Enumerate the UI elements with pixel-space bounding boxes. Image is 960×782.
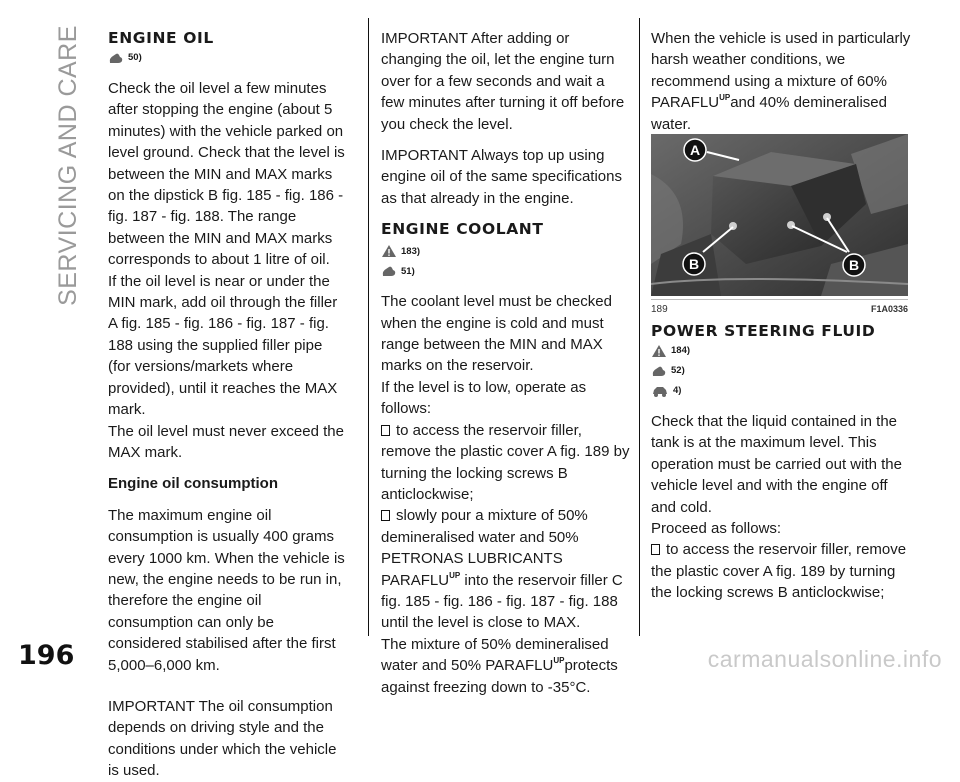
warning-ref: 184): [651, 341, 911, 361]
column-divider-left: [368, 18, 369, 636]
warning-ref: 51): [381, 261, 631, 281]
harsh-weather-text: When the vehicle is used in particularly harsh weather conditions, we recommend using a mixture of 60% $PARAFLU^{UP}and$ 40% demineralised water.: [651, 30, 911, 133]
warning-ref: 50): [108, 48, 348, 68]
callout-b: B: [688, 256, 700, 272]
heading-engine-coolant: ENGINE COOLANT: [381, 220, 544, 239]
list-item: to access the reservoir filler, remove the plastic cover A fig. 189 by turning the locking screws B anticlockwise;: [381, 421, 630, 503]
car-warning-icon: [651, 384, 669, 398]
bullet-box-icon: [651, 544, 660, 555]
column-power-steering: [651, 28, 911, 135]
important-topup-same-oil-text: IMPORTANT Always top up using engine oil of the same specifications as that already in the engine.: [381, 147, 622, 207]
bullet-box-icon: [381, 510, 390, 521]
watermark: carmanualsonline.info: [707, 646, 942, 672]
important-after-oil-change-text: IMPORTANT After adding or changing the oil, let the engine turn over for a few seconds and wait a few minutes after turning it off before you check the level.: [381, 30, 625, 133]
figure-189-engine-cover: [651, 134, 908, 296]
engine-oil-topup-text: If the oil level is near or under the MIN mark, add oil through the filler A fig. 185 - fig. 186 - fig. 187 - fig. 188 using the supplied filler pipe (for versions/markets where provided), until it reaches the MAX mark.: [108, 272, 338, 419]
callout-b: B: [848, 257, 860, 273]
column-power-steering-lower: [651, 321, 911, 604]
warning-ref: 4): [651, 381, 911, 401]
column-engine-oil: [108, 28, 348, 782]
engine-oil-max-text: The oil level must never exceed the MAX mark.: [108, 422, 344, 461]
figure-code: F1A0336: [870, 304, 908, 314]
list-item: slowly pour a mixture of 50% demineralised water and 50% PETRONAS LUBRICANTS $PARAFLU^{UP}$ into the reservoir filler C fig. 185 - fig. 186 - fig. 187 - fig. 188 until the level is close to MAX.: [381, 507, 623, 632]
section-side-label: SERVICING AND CARE: [53, 24, 82, 306]
power-steering-check-text: Check that the liquid contained in the tank is at the maximum level. This operation must be carried out with the vehicle level and with the engine off and cold.: [651, 413, 902, 516]
hand-warning-icon: [651, 364, 667, 378]
proceed-text: Proceed as follows:: [651, 520, 782, 538]
engine-oil-check-text: Check the oil level a few minutes after stopping the engine (about 5 minutes) with the vehicle parked on level ground. Check that the level is between the MIN and MAX marks on the dipstick B fig. 185 - fig. 186 - fig. 187 - fig. 188. The range between the MIN and MAX marks corresponds to about 1 litre of oil.: [108, 80, 345, 269]
hand-warning-icon: [108, 51, 124, 65]
subheading-oil-consumption: Engine oil consumption: [108, 475, 278, 493]
coolant-mixture-text: The mixture of 50% demineralised water and 50% $PARAFLU^{UP}protects$ against freezing down to -35°C.: [381, 635, 618, 696]
oil-consumption-important-text: IMPORTANT The oil consumption depends on driving style and the conditions under which the vehicle is used.: [108, 697, 337, 780]
column-divider-right: [639, 18, 640, 636]
engine-cover-illustration: [651, 134, 908, 296]
list-item: to access the reservoir filler, remove the plastic cover A fig. 189 by turning the locking screws B anticlockwise;: [651, 541, 907, 602]
oil-consumption-text: The maximum engine oil consumption is usually 400 grams every 1000 km. When the vehicle is new, the engine needs to be run in, therefore the engine oil consumption can only be considered stabilised after the first 5,000–6,000 km.: [108, 506, 345, 674]
coolant-check-text: The coolant level must be checked when the engine is cold and must range between the MIN and MAX marks on the reservoir.: [381, 293, 612, 375]
column-engine-coolant: [381, 28, 631, 698]
hand-warning-icon: [381, 264, 397, 278]
warning-triangle-icon: [651, 344, 667, 358]
figure-caption: [651, 299, 908, 318]
heading-power-steering-fluid: POWER STEERING FLUID: [651, 322, 876, 340]
warning-ref: 52): [651, 361, 911, 381]
coolant-low-text: If the level is to low, operate as follows:: [381, 378, 587, 418]
figure-number: 189: [651, 304, 668, 315]
callout-a: A: [689, 142, 701, 158]
heading-engine-oil: ENGINE OIL: [108, 29, 214, 47]
warning-triangle-icon: [381, 244, 397, 258]
warning-ref: 183): [381, 241, 631, 261]
page-number: 196: [18, 640, 75, 671]
bullet-box-icon: [381, 425, 390, 436]
